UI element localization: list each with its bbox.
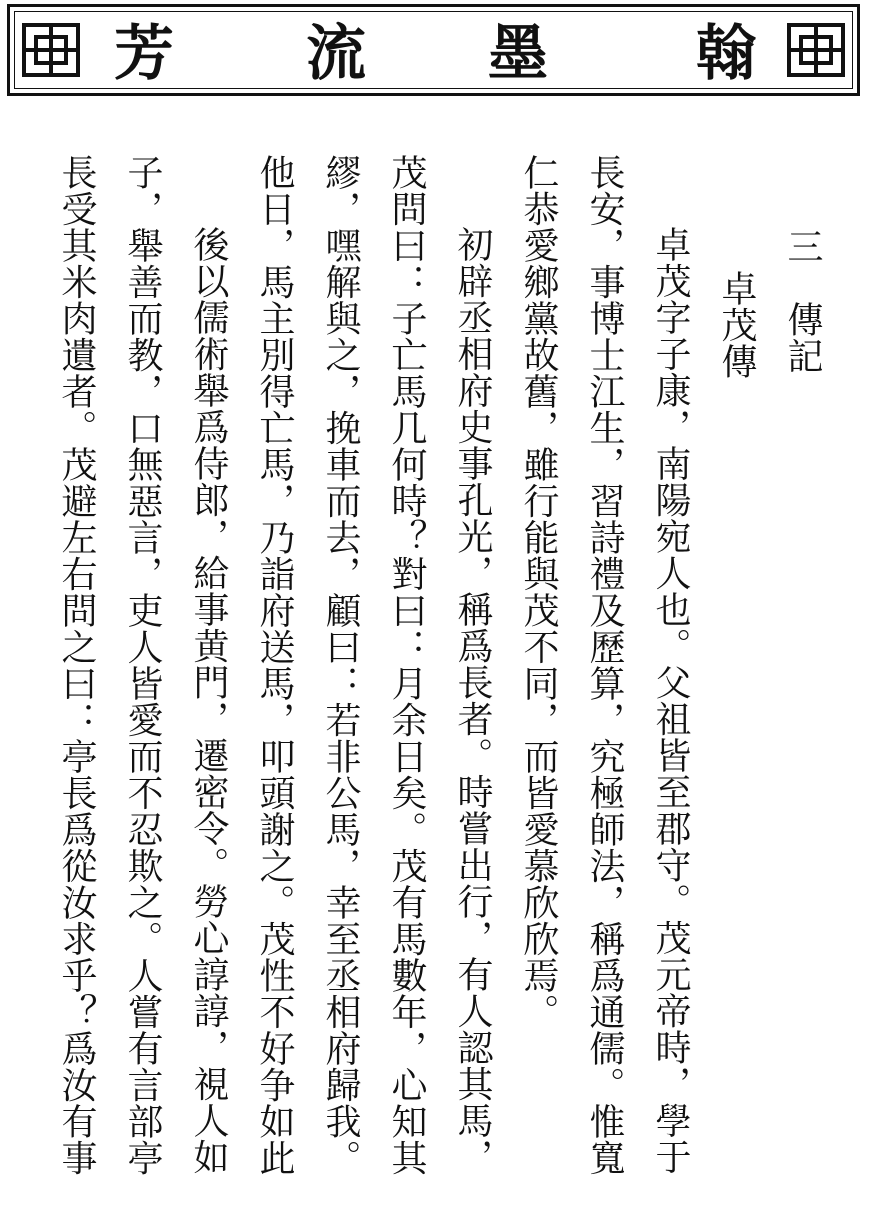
banner-title-char: 墨 bbox=[488, 19, 548, 89]
banner-title-char: 流 bbox=[306, 19, 366, 89]
text-column: 初辟丞相府史事孔光，稱爲長者。時嘗出行，有人認其馬， bbox=[452, 226, 493, 1175]
text-column: 長受其米肉遺者。茂避左右問之曰：亭長爲從汝求乎？爲汝有事 bbox=[56, 154, 97, 1176]
chapter-title: 卓茂傳 bbox=[716, 270, 757, 380]
text-column: 長安，事博士江生，習詩禮及歷算，究極師法，稱爲通儒。惟寬 bbox=[584, 154, 625, 1176]
text-column: 子，舉善而教，口無惡言，吏人皆愛而不忍欺之。人嘗有言部亭 bbox=[122, 154, 163, 1176]
text-column: 卓茂字子康，南陽宛人也。父祖皆至郡守。茂元帝時，學于 bbox=[650, 226, 691, 1175]
section-heading: 三 傳記 bbox=[782, 228, 823, 374]
text-column: 繆，嘿解與之，挽車而去，顧曰：若非公馬，幸至丞相府歸我。 bbox=[320, 154, 361, 1176]
text-column: 茂問曰：子亡馬几何時？對曰：月余日矣。茂有馬數年，心知其 bbox=[386, 154, 427, 1176]
text-column: 仁恭愛鄉黨故舊，雖行能與茂不同，而皆愛慕欣欣焉。 bbox=[518, 154, 559, 1030]
banner-title-char: 翰 bbox=[696, 19, 756, 89]
text-column: 他日，馬主別得亡馬，乃詣府送馬，叩頭謝之。茂性不好争如此 bbox=[254, 154, 295, 1176]
text-column: 後以儒術舉爲侍郎，給事黄門，遷密令。勞心諄諄，視人如 bbox=[188, 226, 229, 1175]
banner-title-char: 芳 bbox=[114, 19, 174, 89]
